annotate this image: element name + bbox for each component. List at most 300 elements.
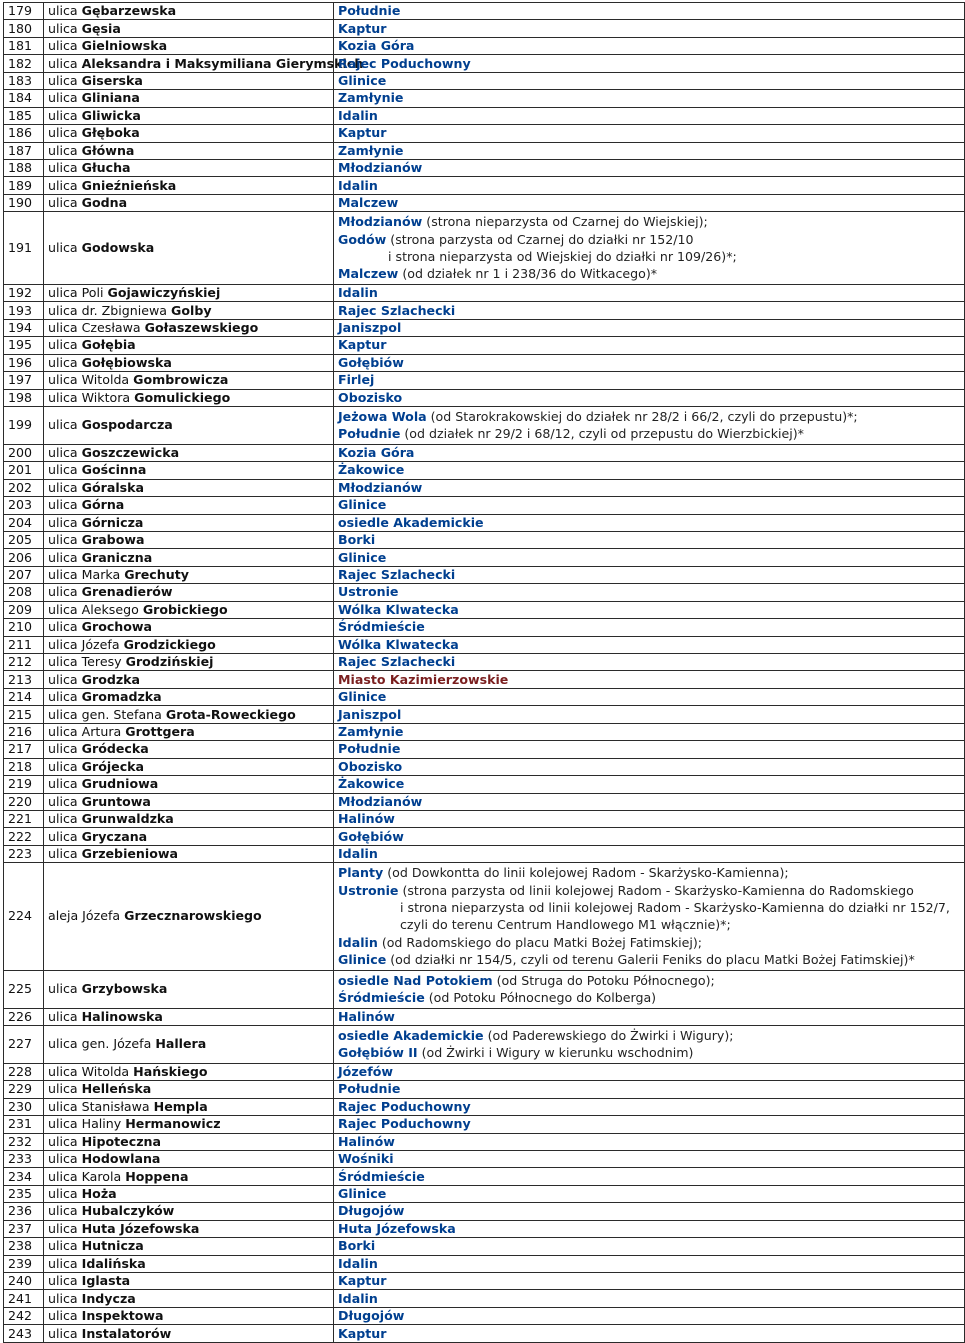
table-row [4, 706, 965, 723]
street-prefix: ulica [48, 354, 78, 370]
district-name: Kozia Góra [338, 444, 415, 460]
street-name-cell [44, 1116, 334, 1133]
district-name: Młodzianów [338, 793, 423, 809]
row-number: 191 [4, 212, 44, 285]
street-name: Golby [171, 302, 212, 318]
table-row [4, 1133, 965, 1150]
street-name-cell [44, 159, 334, 176]
row-number: 193 [4, 302, 44, 319]
district-cell [334, 1185, 965, 1202]
district-cell [334, 723, 965, 740]
street-prefix: ulica [48, 793, 78, 809]
district-name: Janiszpol [338, 319, 402, 335]
district-line [338, 864, 964, 881]
district-cell [334, 497, 965, 514]
district-cell [334, 549, 965, 566]
row-number: 209 [4, 601, 44, 618]
street-prefix: ulica [48, 741, 78, 757]
street-prefix: ulica [48, 240, 78, 256]
table-row [4, 1098, 965, 1115]
district-name: Glinice [338, 689, 387, 705]
table-row [4, 636, 965, 653]
street-prefix: ulica [48, 671, 78, 687]
district-name: Kaptur [338, 125, 387, 141]
district-line [338, 934, 964, 951]
district-note: (od Struga do Potoku Północnego); [492, 972, 715, 988]
street-name-cell [44, 531, 334, 548]
row-number: 194 [4, 319, 44, 336]
street-name-cell [44, 389, 334, 406]
row-number: 207 [4, 566, 44, 583]
street-prefix: ulica [48, 828, 78, 844]
row-number: 211 [4, 636, 44, 653]
street-prefix: ulica [48, 177, 78, 193]
district-cell [334, 284, 965, 301]
street-prefix: ulica Teresy [48, 654, 122, 670]
row-number: 183 [4, 72, 44, 89]
row-number: 228 [4, 1063, 44, 1080]
street-name: Hańskiego [133, 1063, 208, 1079]
district-name: Długojów [338, 1203, 405, 1219]
table-row [4, 194, 965, 211]
street-name: Gęsia [81, 20, 121, 36]
row-number: 201 [4, 462, 44, 479]
district-name: Planty [338, 865, 384, 881]
street-name: Goszczewicka [81, 444, 180, 460]
district-name: Idalin [338, 177, 378, 193]
table-row [4, 970, 965, 1008]
district-name: Wólka Klwatecka [338, 636, 459, 652]
table-row [4, 1081, 965, 1098]
street-name: Grota-Roweckiego [165, 706, 296, 722]
row-number: 192 [4, 284, 44, 301]
district-name: Śródmieście [338, 619, 425, 635]
district-name: Malczew [338, 266, 399, 282]
street-name-cell [44, 688, 334, 705]
district-name: Południe [338, 741, 401, 757]
street-name-cell [44, 1081, 334, 1098]
street-prefix: ulica [48, 549, 78, 565]
district-cell [334, 706, 965, 723]
district-note-continuation: czyli do terenu Centrum Handlowego M1 włącznie)*; [400, 917, 731, 933]
street-name: Gielniowska [81, 38, 168, 54]
street-name-cell [44, 1150, 334, 1167]
street-prefix: ulica [48, 1308, 78, 1324]
street-name-cell [44, 479, 334, 496]
district-cell [334, 1150, 965, 1167]
table-row [4, 1220, 965, 1237]
district-name: Firlej [338, 372, 375, 388]
district-name: Halinów [338, 811, 395, 827]
district-name: Rajec Szlachecki [338, 567, 456, 583]
street-name-cell [44, 177, 334, 194]
district-cell [334, 142, 965, 159]
street-name: Grzecznarowskiego [124, 908, 262, 924]
street-name-cell [44, 107, 334, 124]
street-name-cell [44, 1220, 334, 1237]
district-name: Żakowice [338, 462, 405, 478]
row-number: 188 [4, 159, 44, 176]
district-note: (od działek nr 29/2 i 68/12, czyli od przepustu do Wierzbickiej)* [400, 426, 804, 442]
street-name-cell [44, 72, 334, 89]
street-name: Główna [81, 142, 135, 158]
street-prefix: ulica [48, 981, 78, 997]
table-row [4, 810, 965, 827]
district-cell [334, 828, 965, 845]
street-prefix: ulica [48, 584, 78, 600]
table-row [4, 1273, 965, 1290]
street-name: Hodowlana [81, 1151, 161, 1167]
district-name: Halinów [338, 1133, 395, 1149]
row-number: 221 [4, 810, 44, 827]
street-name-cell [44, 793, 334, 810]
street-name-cell [44, 337, 334, 354]
street-name-cell [44, 1008, 334, 1025]
district-cell [334, 1133, 965, 1150]
row-number: 179 [4, 3, 44, 20]
table-row [4, 212, 965, 285]
district-name: Godów [338, 231, 387, 247]
district-name: Gołębiów [338, 828, 404, 844]
street-name: Grottgera [125, 723, 195, 739]
district-note: (od działki nr 154/5, czyli od terenu Galerii Feniks do placu Matki Bożej Fatimskiej)* [386, 952, 915, 968]
street-name: Indycza [81, 1290, 136, 1306]
row-number: 237 [4, 1220, 44, 1237]
street-name: Hubalczyków [81, 1203, 175, 1219]
district-cell [334, 302, 965, 319]
row-number: 187 [4, 142, 44, 159]
table-row [4, 354, 965, 371]
district-line [338, 265, 964, 282]
table-row [4, 1025, 965, 1063]
street-name-cell [44, 601, 334, 618]
street-name-cell [44, 970, 334, 1008]
district-name: Józefów [338, 1063, 393, 1079]
district-cell [334, 1098, 965, 1115]
street-name: Gromadzka [81, 689, 162, 705]
row-number: 242 [4, 1307, 44, 1324]
row-number: 182 [4, 55, 44, 72]
district-cell [334, 1063, 965, 1080]
street-prefix: ulica Stanisława [48, 1098, 150, 1114]
street-name-cell [44, 462, 334, 479]
street-prefix: ulica [48, 55, 78, 71]
street-prefix: ulica Witolda [48, 372, 130, 388]
street-name-cell [44, 1025, 334, 1063]
street-name-cell [44, 776, 334, 793]
street-prefix: ulica [48, 1186, 78, 1202]
district-cell [334, 566, 965, 583]
district-name: Rajec Szlachecki [338, 654, 456, 670]
district-name: Wośniki [338, 1151, 394, 1167]
street-name: Idalińska [81, 1255, 146, 1271]
table-row [4, 1325, 965, 1342]
district-name: Borki [338, 1238, 376, 1254]
street-name: Górnicza [81, 514, 144, 530]
district-cell [334, 372, 965, 389]
row-number: 222 [4, 828, 44, 845]
street-name-cell [44, 706, 334, 723]
street-prefix: ulica [48, 462, 78, 478]
row-number: 214 [4, 688, 44, 705]
district-cell [334, 970, 965, 1008]
street-name: Hoża [81, 1186, 117, 1202]
street-name: Iglasta [81, 1273, 131, 1289]
district-cell [334, 514, 965, 531]
street-name: Inspektowa [81, 1308, 164, 1324]
district-cell [334, 1325, 965, 1342]
street-name-cell [44, 1238, 334, 1255]
street-name-cell [44, 142, 334, 159]
district-name: Gołębiów [338, 354, 404, 370]
street-name-cell [44, 90, 334, 107]
street-name: Graniczna [81, 549, 153, 565]
district-cell [334, 776, 965, 793]
table-row [4, 723, 965, 740]
row-number: 238 [4, 1238, 44, 1255]
district-name: Młodzianów [338, 214, 423, 230]
district-cell [334, 1220, 965, 1237]
district-cell [334, 1290, 965, 1307]
street-name: Góralska [81, 479, 145, 495]
district-name: osiedle Nad Potokiem [338, 972, 493, 988]
district-cell [334, 636, 965, 653]
street-name: Hoppena [125, 1168, 189, 1184]
street-name: Gołębiowska [81, 354, 172, 370]
district-line [338, 425, 964, 442]
row-number: 215 [4, 706, 44, 723]
table-row [4, 1185, 965, 1202]
street-prefix: ulica [48, 1238, 78, 1254]
street-name: Gnieźnieńska [81, 177, 177, 193]
row-number: 223 [4, 845, 44, 862]
district-name: Obozisko [338, 758, 403, 774]
street-name: Gołaszewskiego [144, 319, 259, 335]
street-prefix: ulica [48, 160, 78, 176]
table-row [4, 1150, 965, 1167]
table-row [4, 619, 965, 636]
streets-table [3, 2, 965, 1343]
table-row [4, 741, 965, 758]
table-row [4, 319, 965, 336]
table-row [4, 302, 965, 319]
district-cell [334, 125, 965, 142]
street-name-cell [44, 619, 334, 636]
district-name: Janiszpol [338, 706, 402, 722]
street-name-cell [44, 566, 334, 583]
row-number: 233 [4, 1150, 44, 1167]
row-number: 219 [4, 776, 44, 793]
table-row [4, 1116, 965, 1133]
street-prefix: ulica [48, 1203, 78, 1219]
table-row [4, 1255, 965, 1272]
district-note: (strona nieparzysta od Czarnej do Wiejskiej); [422, 214, 708, 230]
table-row [4, 497, 965, 514]
table-row [4, 584, 965, 601]
district-name: Południe [338, 426, 401, 442]
district-name: Kaptur [338, 1325, 387, 1341]
district-cell [334, 479, 965, 496]
row-number: 181 [4, 37, 44, 54]
district-name: Jeżowa Wola [338, 408, 427, 424]
district-name: Obozisko [338, 389, 403, 405]
row-number: 218 [4, 758, 44, 775]
street-name-cell [44, 863, 334, 970]
district-cell [334, 845, 965, 862]
street-name-cell [44, 1273, 334, 1290]
street-name: Godowska [81, 240, 155, 256]
district-name: Borki [338, 532, 376, 548]
street-name: Grenadierów [81, 584, 173, 600]
district-name: Glinice [338, 1186, 387, 1202]
row-number: 210 [4, 619, 44, 636]
street-name: Grabowa [81, 532, 145, 548]
row-number: 220 [4, 793, 44, 810]
row-number: 195 [4, 337, 44, 354]
street-name-cell [44, 1290, 334, 1307]
district-name: Malczew [338, 195, 399, 211]
district-cell [334, 793, 965, 810]
table-row [4, 671, 965, 688]
table-row [4, 863, 965, 970]
street-prefix: ulica [48, 479, 78, 495]
table-row [4, 845, 965, 862]
street-prefix: ulica [48, 195, 78, 211]
row-number: 241 [4, 1290, 44, 1307]
district-cell [334, 863, 965, 970]
street-name: Głęboka [81, 125, 140, 141]
street-prefix: ulica Poli [48, 285, 104, 301]
table-row [4, 20, 965, 37]
table-row [4, 284, 965, 301]
street-name-cell [44, 1063, 334, 1080]
street-prefix: ulica Marka [48, 567, 121, 583]
street-name: Grójecka [81, 758, 145, 774]
district-name: Kaptur [338, 337, 387, 353]
street-name: Hutnicza [81, 1238, 144, 1254]
table-row [4, 479, 965, 496]
street-prefix: ulica [48, 1133, 78, 1149]
street-name: Górna [81, 497, 125, 513]
district-cell [334, 462, 965, 479]
district-name: Idalin [338, 1255, 378, 1271]
table-row [4, 688, 965, 705]
street-name-cell [44, 284, 334, 301]
street-name: Gródecka [81, 741, 149, 757]
district-name: Zamłynie [338, 90, 404, 106]
district-name: Ustronie [338, 584, 399, 600]
table-row [4, 37, 965, 54]
street-prefix: ulica Karola [48, 1168, 122, 1184]
district-name: Ustronie [338, 882, 399, 898]
street-name: Gospodarcza [81, 417, 173, 433]
street-name-cell [44, 372, 334, 389]
street-name-cell [44, 741, 334, 758]
street-prefix: ulica [48, 1290, 78, 1306]
row-number: 200 [4, 444, 44, 461]
table-row [4, 125, 965, 142]
street-name-cell [44, 406, 334, 444]
street-name-cell [44, 194, 334, 211]
street-name-cell [44, 636, 334, 653]
table-row [4, 514, 965, 531]
street-prefix: ulica [48, 20, 78, 36]
street-name: Hallera [155, 1036, 207, 1052]
street-name: Gliniana [81, 90, 140, 106]
street-name: Helleńska [81, 1081, 152, 1097]
district-cell [334, 177, 965, 194]
street-name: Instalatorów [81, 1325, 172, 1341]
table-row [4, 337, 965, 354]
street-prefix: ulica [48, 125, 78, 141]
street-name: Gębarzewska [81, 3, 177, 19]
district-cell [334, 194, 965, 211]
street-name: Grudniowa [81, 776, 159, 792]
row-number: 180 [4, 20, 44, 37]
district-name: Idalin [338, 1290, 378, 1306]
district-cell [334, 1081, 965, 1098]
street-name-cell [44, 319, 334, 336]
district-name: Rajec Poduchowny [338, 55, 471, 71]
district-cell [334, 1025, 965, 1063]
table-row [4, 776, 965, 793]
district-note: (od Radomskiego do placu Matki Bożej Fatimskiej); [377, 934, 703, 950]
table-row [4, 72, 965, 89]
row-number: 234 [4, 1168, 44, 1185]
street-prefix: ulica gen. Józefa [48, 1036, 152, 1052]
street-name-cell [44, 497, 334, 514]
street-name-cell [44, 444, 334, 461]
street-name: Aleksandra i Maksymiliana Gierymskich [81, 55, 364, 71]
street-name-cell [44, 1307, 334, 1324]
table-row [4, 1238, 965, 1255]
district-name: Młodzianów [338, 160, 423, 176]
district-name: Miasto Kazimierzowskie [338, 671, 509, 687]
street-name-cell [44, 3, 334, 20]
street-name: Głucha [81, 160, 131, 176]
street-name-cell [44, 514, 334, 531]
table-row [4, 462, 965, 479]
street-name-cell [44, 20, 334, 37]
table-row [4, 159, 965, 176]
street-prefix: ulica [48, 142, 78, 158]
district-name: Żakowice [338, 776, 405, 792]
street-name-cell [44, 1168, 334, 1185]
street-prefix: ulica [48, 619, 78, 635]
row-number: 225 [4, 970, 44, 1008]
street-prefix: ulica [48, 758, 78, 774]
street-name-cell [44, 810, 334, 827]
street-name-cell [44, 1203, 334, 1220]
row-number: 235 [4, 1185, 44, 1202]
row-number: 217 [4, 741, 44, 758]
district-line [338, 1044, 964, 1061]
row-number: 224 [4, 863, 44, 970]
district-cell [334, 601, 965, 618]
table-row [4, 55, 965, 72]
district-name: osiedle Akademickie [338, 514, 484, 530]
table-row [4, 177, 965, 194]
district-name: Kaptur [338, 1273, 387, 1289]
district-cell [334, 1116, 965, 1133]
street-name: Hipoteczna [81, 1133, 161, 1149]
street-name: Grzebieniowa [81, 846, 179, 862]
district-cell [334, 654, 965, 671]
district-line [338, 231, 964, 248]
street-name-cell [44, 758, 334, 775]
district-line [338, 882, 964, 899]
row-number: 197 [4, 372, 44, 389]
